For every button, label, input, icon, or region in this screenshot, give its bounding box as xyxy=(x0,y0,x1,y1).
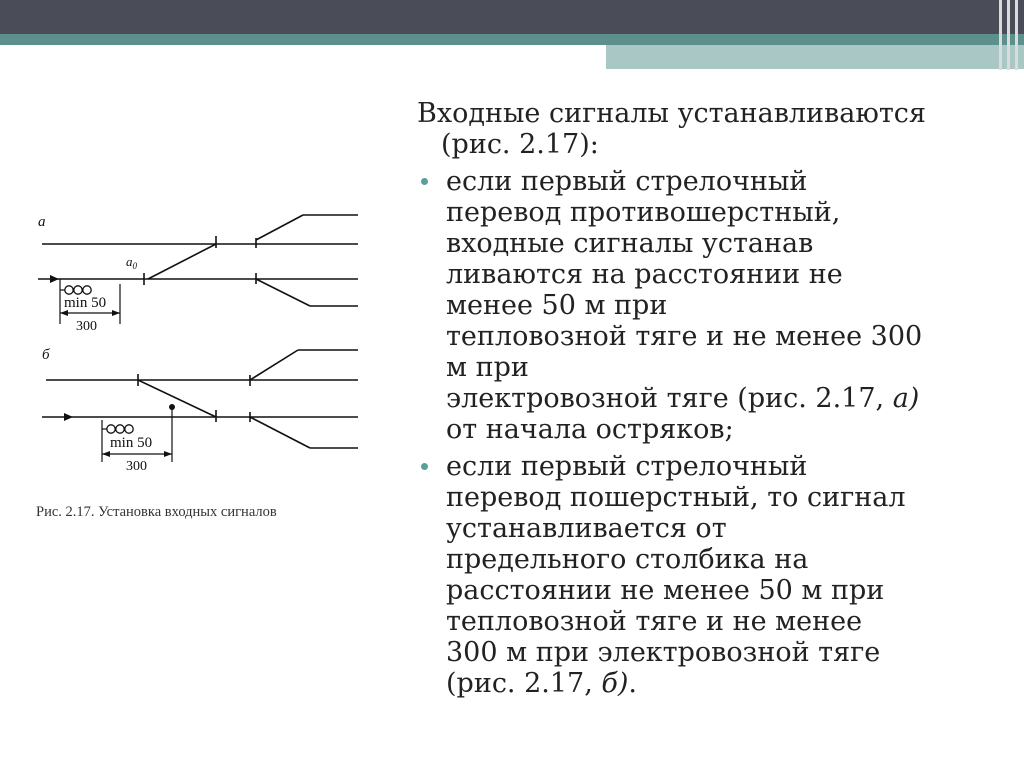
arrow-a xyxy=(50,275,59,283)
signal-b-lamp-1 xyxy=(107,425,115,433)
bullet-1-line-8: электровозной тяге (рис. 2.17, а) xyxy=(446,383,920,414)
intro-line-1: Входные сигналы устанавливаются xyxy=(417,98,926,129)
dist-b-label: 300 xyxy=(126,459,147,474)
label-a: а xyxy=(38,214,46,230)
signal-b-lamp-2 xyxy=(116,425,124,433)
track-diagram-figure xyxy=(28,200,373,530)
bullet-2-line-7: 300 м при электровозной тяге xyxy=(446,637,881,668)
bullet-2-line-2: перевод пошерстный, то сигнал xyxy=(446,482,906,513)
dim-b-arrow-l xyxy=(102,451,110,457)
bullet-1-line-7: м при xyxy=(446,352,529,383)
arrow-b xyxy=(64,413,73,421)
bullet-1-line-5: менее 50 м при xyxy=(446,290,668,321)
dist-a-label: 300 xyxy=(76,319,97,334)
branch-b-up xyxy=(250,350,298,380)
bullet-1-line-6: тепловозной тяге и не менее 300 xyxy=(446,321,923,352)
bullet-item-2 xyxy=(416,451,996,699)
bullet-2-line-1: если первый стрелочный xyxy=(446,451,808,482)
teal-light-block xyxy=(606,45,1024,69)
figure-caption: Рис. 2.17. Установка входных сигналов xyxy=(36,504,277,520)
signal-a-lamp-3 xyxy=(83,286,91,294)
track-diagram xyxy=(28,200,373,500)
decorative-edge-lines xyxy=(994,0,1024,70)
branch-a-down xyxy=(256,279,310,306)
bullet-2-line-3: устанавливается от xyxy=(446,513,727,544)
slide-body xyxy=(416,98,996,699)
bullet-list xyxy=(416,166,996,699)
dim-b-arrow-r xyxy=(164,451,172,457)
bullet-2-line-4: предельного столбика на xyxy=(446,544,809,575)
signal-a-lamp-1 xyxy=(65,286,73,294)
branch-a-up xyxy=(256,215,303,240)
bullet-1-line-2: перевод противошерстный, xyxy=(446,197,841,228)
bullet-2-line-6: тепловозной тяге и не менее xyxy=(446,606,863,637)
signal-b-lamp-3 xyxy=(125,425,133,433)
branch-b-down xyxy=(250,417,310,448)
bullet-1-line-9: от начала остряков; xyxy=(446,414,734,445)
teal-strip xyxy=(0,34,1024,45)
bullet-item-1 xyxy=(416,166,996,445)
crossover-b xyxy=(138,380,216,417)
bullet-2-line-5: расстоянии не менее 50 м при xyxy=(446,575,885,606)
intro-line-2: (рис. 2.17): xyxy=(441,129,599,160)
bullet-1-line-4: ливаются на расстоянии не xyxy=(446,259,843,290)
bullet-1-line-1: если первый стрелочный xyxy=(446,166,808,197)
crossover-a xyxy=(148,244,216,279)
bullet-1-line-3: входные сигналы устанав xyxy=(446,228,814,259)
bullet-2-line-8: (рис. 2.17, б). xyxy=(446,668,637,699)
top-banner xyxy=(0,0,1024,34)
dim-a-arrow-r xyxy=(112,310,120,316)
min-a-label: min 50 xyxy=(64,295,107,311)
label-a0: $a_0$ xyxy=(126,254,137,271)
min-b-label: min 50 xyxy=(110,435,153,451)
signal-a-lamp-2 xyxy=(74,286,82,294)
intro-paragraph xyxy=(416,98,996,160)
label-b: б xyxy=(42,347,50,363)
